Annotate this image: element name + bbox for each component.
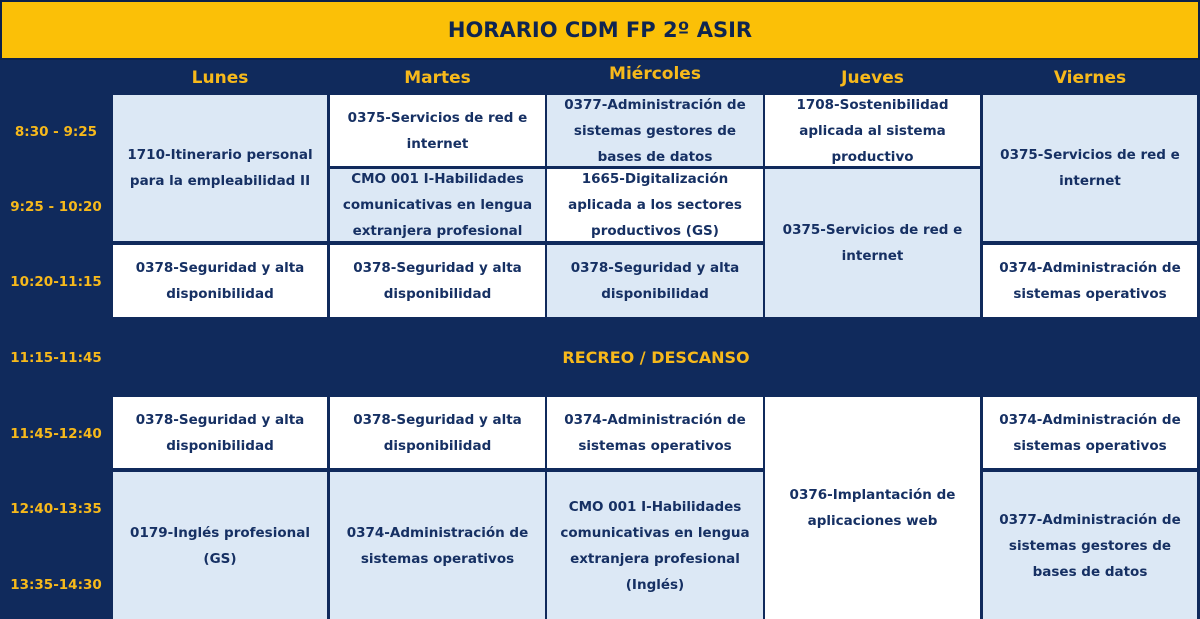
day-header-martes: Martes — [404, 68, 471, 88]
class-cell-viernes-3: 0374-Administración de sistemas operativos — [983, 245, 1197, 317]
class-cell-lunes-1: 1710-Itinerario personal para la empleabilidad II — [113, 95, 327, 241]
time-slot-5: 12:40-13:35 — [10, 501, 102, 517]
class-cell-miercoles-5: CMO 001 I-Habilidades comunicativas en lengua extranjera profesional (Inglés) — [547, 472, 763, 619]
schedule-title: HORARIO CDM FP 2º ASIR — [0, 0, 1200, 60]
time-slot-4: 11:45-12:40 — [10, 426, 102, 442]
class-cell-jueves-1: 1708-Sostenibilidad aplicada al sistema productivo — [765, 95, 980, 166]
class-cell-viernes-1: 0375-Servicios de red e internet — [983, 95, 1197, 241]
break-label: RECREO / DESCANSO — [562, 347, 750, 367]
class-cell-lunes-4: 0378-Seguridad y alta disponibilidad — [113, 397, 327, 468]
class-cell-lunes-5: 0179-Inglés profesional (GS) — [113, 472, 327, 619]
class-cell-viernes-4: 0374-Administración de sistemas operativos — [983, 397, 1197, 468]
class-cell-viernes-5: 0377-Administración de sistemas gestores de bases de datos — [983, 472, 1197, 619]
class-cell-martes-5: 0374-Administración de sistemas operativos — [330, 472, 545, 619]
time-slot-3: 10:20-11:15 — [10, 274, 102, 290]
class-cell-miercoles-2: 1665-Digitalización aplicada a los sectores productivos (GS) — [547, 169, 763, 241]
time-slot-1: 8:30 - 9:25 — [14, 124, 98, 140]
class-cell-martes-1: 0375-Servicios de red e internet — [330, 95, 545, 166]
class-cell-martes-4: 0378-Seguridad y alta disponibilidad — [330, 397, 545, 468]
day-header-jueves: Jueves — [841, 68, 904, 88]
time-slot-6: 13:35-14:30 — [10, 577, 102, 593]
time-slot-2: 9:25 - 10:20 — [10, 199, 102, 215]
class-cell-jueves-4: 0376-Implantación de aplicaciones web — [765, 397, 980, 619]
time-slot-break: 11:15-11:45 — [10, 350, 102, 366]
class-cell-lunes-3: 0378-Seguridad y alta disponibilidad — [113, 245, 327, 317]
day-header-miercoles: Miércoles — [609, 64, 701, 84]
class-cell-martes-3: 0378-Seguridad y alta disponibilidad — [330, 245, 545, 317]
day-header-lunes: Lunes — [191, 68, 249, 88]
class-cell-miercoles-4: 0374-Administración de sistemas operativos — [547, 397, 763, 468]
class-cell-miercoles-1: 0377-Administración de sistemas gestores de bases de datos — [547, 95, 763, 166]
class-cell-martes-2: CMO 001 I-Habilidades comunicativas en lengua extranjera profesional — [330, 169, 545, 241]
day-header-viernes: Viernes — [1053, 68, 1127, 88]
class-cell-jueves-2: 0375-Servicios de red e internet — [765, 169, 980, 317]
class-cell-miercoles-3: 0378-Seguridad y alta disponibilidad — [547, 245, 763, 317]
